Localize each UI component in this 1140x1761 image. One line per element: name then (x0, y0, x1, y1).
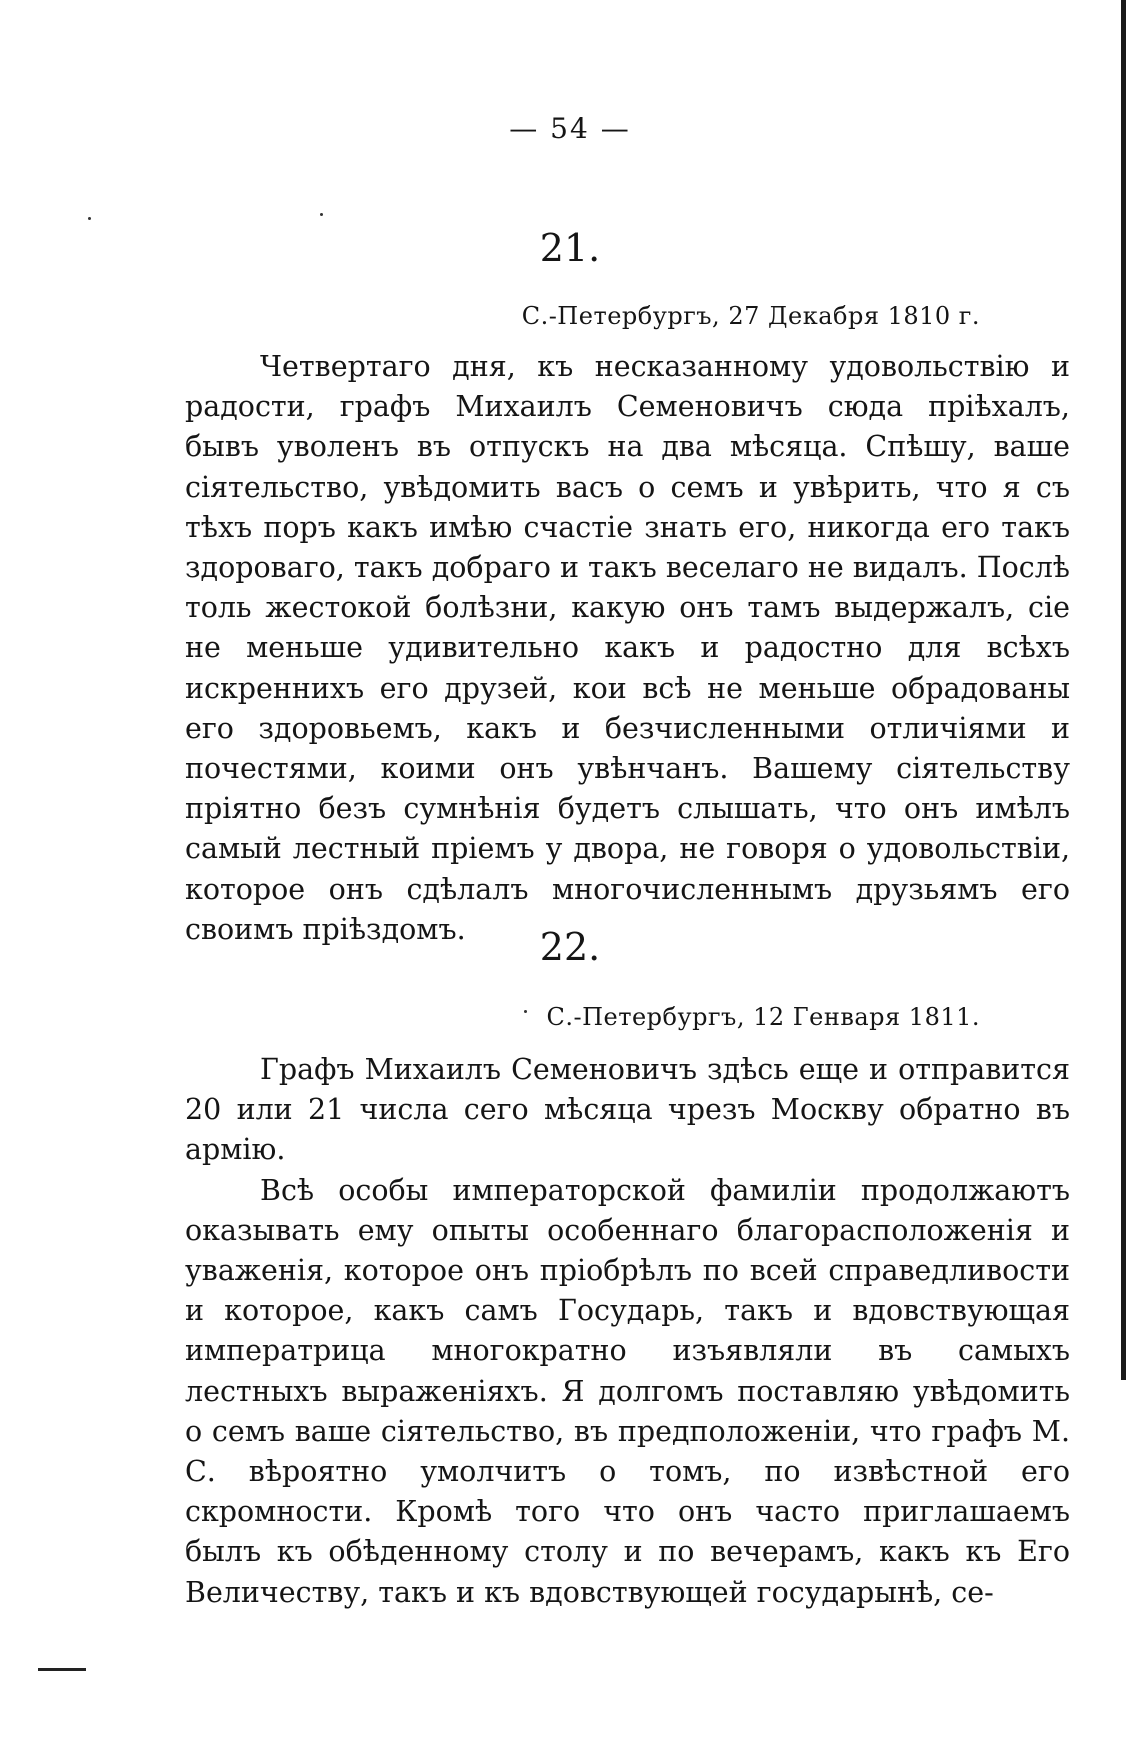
page-number: — 54 — (509, 112, 631, 145)
print-speck (320, 213, 323, 216)
letter-dateline: С.-Петербургъ, 27 Декабря 1810 г. (521, 302, 980, 330)
letter-number: 21. (539, 226, 601, 270)
footer-rule (38, 1668, 86, 1671)
letter-dateline: С.-Петербургъ, 12 Генваря 1811. (546, 1003, 980, 1031)
letter-paragraph: Четвертаго дня, къ несказанному удовольствію и радости, графъ Михаилъ Семеновичъ сюда пріѣхалъ, бывъ уволенъ въ отпускъ на два мѣсяца. Спѣшу, ваше сіятельство, увѣдомить васъ о семъ и увѣрить, что я съ тѣхъ поръ какъ имѣю счастіе знать его, никогда его такъ здороваго, такъ добраго и такъ веселаго не видалъ. Послѣ толь жестокой болѣзни, какую онъ тамъ выдержалъ, сіе не меньше удивительно какъ и радостно для всѣхъ искреннихъ его друзей, кои всѣ не меньше обрадованы его здоровьемъ, какъ и безчисленными отличіями и почестями, коими онъ увѣнчанъ. Вашему сіятельству пріятно безъ сумнѣнія будетъ слышать, что онъ имѣлъ самый лестный пріемъ у двора, не говоря о удовольствіи, которое онъ сдѣлалъ многочисленнымъ друзьямъ его своимъ пріѣздомъ. (185, 350, 1070, 946)
page-edge-rule (1121, 0, 1126, 1380)
print-speck (88, 217, 91, 220)
letter-body (185, 1050, 1070, 1613)
letter-paragraph: Всѣ особы императорской фамиліи продолжаютъ оказывать ему опыты особеннаго благорасположенія и уваженія, которое онъ пріобрѣлъ по всей справедливости и которое, какъ самъ Государь, такъ и вдовствующая императрица многократно изъявляли въ самыхъ лестныхъ выраженіяхъ. Я долгомъ поставляю увѣдомить о семъ ваше сіятельство, въ предположеніи, что графъ М. С. вѣроятно умолчитъ о томъ, по извѣстной его скромности. Кромѣ того что онъ часто приглашаемъ былъ къ обѣденному столу и по вечерамъ, какъ къ Его Величеству, такъ и къ вдовствующей государынѣ, се- (185, 1173, 1070, 1609)
letter-body (185, 347, 1070, 950)
letter-number: 22. (539, 925, 601, 969)
letter-paragraph: Графъ Михаилъ Семеновичъ здѣсь еще и отправится 20 или 21 числа сего мѣсяца чрезъ Москву обратно въ армію. (185, 1053, 1070, 1167)
